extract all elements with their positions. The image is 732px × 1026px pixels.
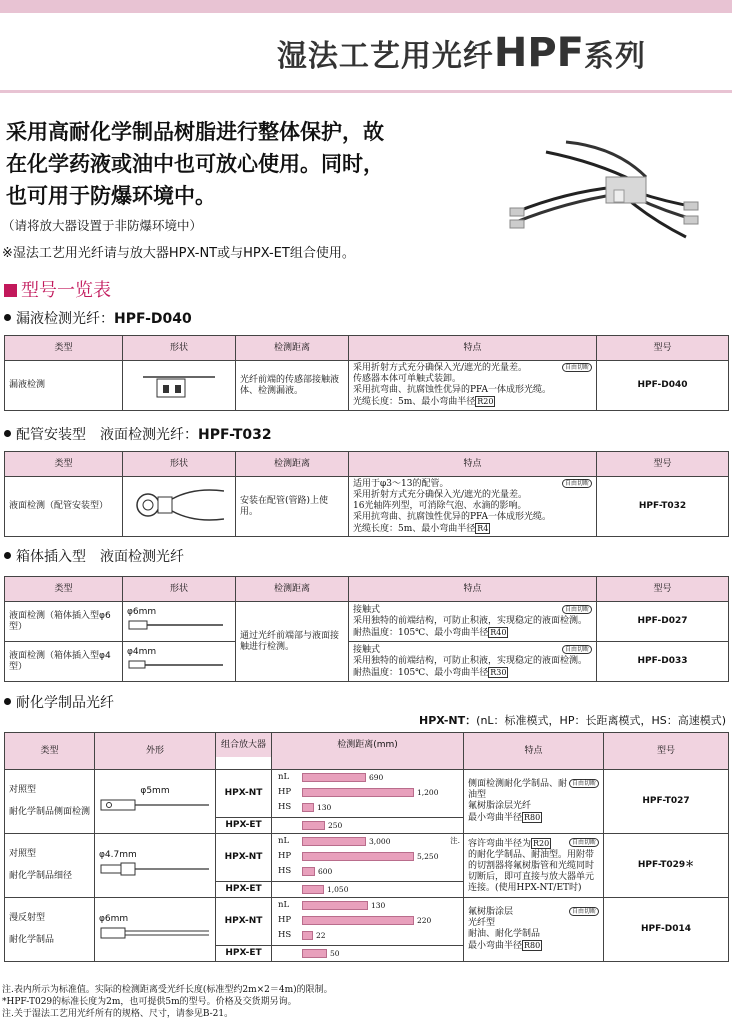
features-cell: 自由切断 接触式 采用独特的前端结构，可防止积液，实现稳定的液面检测。耐热温度：105℃、最小弯曲半径 R40 bbox=[349, 602, 597, 642]
shape-cell: φ6mm bbox=[95, 898, 216, 962]
distance-value-hs: 22 bbox=[316, 931, 326, 940]
type-cell: 对照型 耐化学制品细径 bbox=[5, 834, 95, 898]
distance-value-nl: 130 bbox=[371, 901, 386, 910]
mode-label-nl: nL bbox=[278, 900, 290, 910]
mode-label-hp: HP bbox=[278, 851, 292, 861]
product-photo bbox=[506, 132, 702, 248]
mode-label-hs: HS bbox=[278, 866, 292, 876]
features-cell: 自由切断 氟树脂涂层 光纤型 耐油、耐化学制品 最小弯曲半径 R80 bbox=[464, 898, 604, 962]
distance-value-hs: 600 bbox=[318, 867, 333, 876]
features-cell: 自由切断 容许弯曲半径为 R20 的耐化学制品、耐油型。用附带的切割器将氟树脂管和光缆同时切断后，即可直接与放大器单元连接。(使用HPX-NT/ET时) bbox=[464, 834, 604, 898]
amp-et: HPX-ET bbox=[216, 818, 272, 834]
distance-value-hp: 220 bbox=[417, 916, 432, 925]
distance-bar-hp bbox=[302, 788, 414, 797]
type-cell: 液面检测（配管安装型） bbox=[5, 477, 123, 537]
mode-label-hs: HS bbox=[278, 802, 292, 812]
model-cell: HPF-D027 bbox=[597, 602, 729, 642]
top-color-band bbox=[0, 0, 732, 13]
shape-cell: φ4mm bbox=[123, 642, 236, 682]
footnotes: 注.表内所示为标准值。实际的检测距离受光纤长度(标准型约2m×2＝4m)的限制。 *HPF-T029的标准长度为2m，也可提供5m的型号。价格及交货期另询。 注.关于湿法工艺用光纤所有的规格、尺寸，请参见B-21。 bbox=[2, 985, 333, 1019]
distance-bar-et bbox=[302, 821, 325, 830]
section-1-title: 漏液检测光纤：HPF-D040 bbox=[4, 308, 192, 328]
distance-bars bbox=[272, 770, 464, 818]
distance-bar-et bbox=[272, 946, 464, 962]
mode-label-hp: HP bbox=[278, 787, 292, 797]
section-2-title: 配管安装型 液面检测光纤：HPF-T032 bbox=[4, 424, 272, 444]
type-cell: 漫反射型 耐化学制品 bbox=[5, 898, 95, 962]
probe-shape-icon bbox=[127, 618, 223, 632]
section-heading: 型号一览表 bbox=[4, 276, 111, 302]
distance-value-nl: 690 bbox=[369, 773, 384, 782]
type-cell: 液面检测（箱体插入型φ6型） bbox=[5, 602, 123, 642]
table-tank-insert: 类型 形状 检测距离 特点 型号 液面检测（箱体插入型φ6型） φ6mm 通过光纤前端部与液面接触进行检测。 自由切断 接触式 采用独特的前端结构，可防止积液，实现稳定的液面检测。耐热温度：105℃、最小弯曲半径 R40 HPF-D027 液面检测（箱体插入型φ4型） φ4mm 自由切断 接触式 采用独特的前端结构，可防止积液，实现稳定的液面检测。耐热温度：105℃、最小弯曲半径 R30 HPF-D033 bbox=[4, 576, 729, 682]
model-cell: HPF-D014 bbox=[604, 898, 729, 962]
distance-bar-et bbox=[272, 818, 464, 834]
distance-bar-hp bbox=[302, 916, 414, 925]
table-pipe-mount: 类型 形状 检测距离 特点 型号 液面检测（配管安装型） 安装在配管(管路)上使用。 自由切断 适用于φ3～13的配管。 采用折射方式充分确保入光/遮光的光量差。 16光轴阵列型，可消除气泡、水滴的影响。 采用抗弯曲、抗腐蚀性优异的PFA一体成形光缆。 光缆长度：5m、最小弯曲半径 R4 HPF-T032 bbox=[4, 451, 729, 537]
intro-note-paren: （请将放大器设置于非防爆环境中） bbox=[2, 218, 203, 233]
distance-bars bbox=[272, 834, 464, 882]
distance-value-et: 50 bbox=[330, 949, 340, 958]
distance-note: 注. bbox=[450, 836, 460, 845]
fiber-shape-icon bbox=[99, 925, 209, 941]
intro-text: 采用高耐化学制品树脂进行整体保护，故 在化学药液或油中也可放心使用。同时， 也可用于防爆环境中。 bbox=[6, 119, 384, 208]
clamp-shape-icon bbox=[134, 483, 224, 527]
distance-value-et: 250 bbox=[328, 821, 343, 830]
distance-cell: 安装在配管(管路)上使用。 bbox=[236, 477, 349, 537]
page-title: 湿法工艺用光纤HPF系列 bbox=[276, 30, 646, 76]
probe-shape-icon bbox=[127, 658, 223, 672]
distance-value-hs: 130 bbox=[317, 803, 332, 812]
distance-bar-et bbox=[272, 882, 464, 898]
mode-label-hs: HS bbox=[278, 930, 292, 940]
amp-nt: HPX-NT bbox=[216, 770, 272, 818]
distance-value-hp: 1,200 bbox=[417, 788, 439, 797]
type-cell: 对照型 耐化学制品侧面检测 bbox=[5, 770, 95, 834]
distance-value-nl: 3,000 bbox=[369, 837, 391, 846]
distance-cell: 光纤前端的传感部接触液体、检测漏液。 bbox=[236, 361, 349, 411]
header-divider bbox=[0, 90, 732, 93]
section-3-title: 箱体插入型 液面检测光纤 bbox=[4, 546, 184, 566]
model-cell: HPF-T032 bbox=[597, 477, 729, 537]
features-cell: 自由切断 接触式 采用独特的前端结构，可防止积液，实现稳定的液面检测。耐热温度：105℃、最小弯曲半径 R30 bbox=[349, 642, 597, 682]
distance-bar-hs bbox=[302, 931, 313, 940]
shape-cell bbox=[123, 361, 236, 411]
fiber-shape-icon bbox=[99, 797, 209, 813]
distance-bar-nl bbox=[302, 837, 366, 846]
type-cell: 液面检测（箱体插入型φ4型） bbox=[5, 642, 123, 682]
model-cell: HPF-T029＊ bbox=[604, 834, 729, 898]
shape-cell: φ4.7mm bbox=[95, 834, 216, 898]
model-cell: HPF-D033 bbox=[597, 642, 729, 682]
model-cell: HPF-T027 bbox=[604, 770, 729, 834]
model-cell: HPF-D040 bbox=[597, 361, 729, 411]
features-cell: 自由切断 采用折射方式充分确保入光/遮光的光量差。 传感器本体可单触式装卸。 采用抗弯曲、抗腐蚀性优异的PFA一体成形光缆。 光缆长度：5m、最小弯曲半径 R20 bbox=[349, 361, 597, 411]
section-4-title: 耐化学制品光纤 bbox=[4, 692, 114, 712]
distance-bar-hs bbox=[302, 803, 314, 812]
mode-label-nl: nL bbox=[278, 836, 290, 846]
features-cell: 自由切断 侧面检测耐化学制品、耐油型 氟树脂涂层光纤 最小弯曲半径 R80 bbox=[464, 770, 604, 834]
distance-cell: 通过光纤前端部与液面接触进行检测。 bbox=[236, 602, 349, 682]
shape-cell: φ5mm bbox=[95, 770, 216, 834]
distance-bar-et bbox=[302, 885, 324, 894]
features-cell: 自由切断 适用于φ3～13的配管。 采用折射方式充分确保入光/遮光的光量差。 16光轴阵列型，可消除气泡、水滴的影响。 采用抗弯曲、抗腐蚀性优异的PFA一体成形光缆。 光缆长度：5m、最小弯曲半径 R4 bbox=[349, 477, 597, 537]
distance-bar-et bbox=[302, 949, 327, 958]
amp-nt: HPX-NT bbox=[216, 834, 272, 882]
mode-label-hp: HP bbox=[278, 915, 292, 925]
amp-et: HPX-ET bbox=[216, 946, 272, 962]
distance-value-hp: 5,250 bbox=[417, 852, 439, 861]
distance-bar-nl bbox=[302, 901, 368, 910]
shape-cell bbox=[123, 477, 236, 537]
mode-legend: HPX-NT：(nL：标准模式，HP：长距离模式，HS：高速模式) bbox=[419, 714, 726, 727]
amp-nt: HPX-NT bbox=[216, 898, 272, 946]
mode-label-nl: nL bbox=[278, 772, 290, 782]
table-chemical-resistant: 类型 外形 组合放大器 检测距离(mm) 特点 型号 对照型 耐化学制品侧面检测 φ5mm HPX-NT nL 690 HP 1,200 HS 130 自由切断 侧面检测耐化学制品、耐油型 氟树脂涂层光纤 最小弯曲半径 R80 HPF-T027 HPX-ET 250 对照型 耐化学制品细径 φ4.7mm HPX-NT nL 3,000 HP 5,250 HS 600 注. 自由切断 容许弯曲半径为 R20 的耐化学制品、耐油型。用附带的切割器将氟树脂管和光缆同时切断后，即可直接与放大器单元连接。(使用HPX-NT/ET时) HPF-T029＊ HPX-ET 1,050 漫反射型 耐化学制品 φ6mm HPX-NT nL 130 HP 220 HS 22 自由切断 氟树脂涂层 光纤型 耐油、耐化学制品 最小弯曲半径 R80 HPF-D014 HPX-ET 50 bbox=[4, 732, 729, 962]
distance-bar-nl bbox=[302, 773, 366, 782]
amp-et: HPX-ET bbox=[216, 882, 272, 898]
distance-bars bbox=[272, 898, 464, 946]
distance-value-et: 1,050 bbox=[327, 885, 349, 894]
table-leak-detection: 类型 形状 检测距离 特点 型号 漏液检测 光纤前端的传感部接触液体、检测漏液。 自由切断 采用折射方式充分确保入光/遮光的光量差。 传感器本体可单触式装卸。 采用抗弯曲、抗腐蚀性优异的PFA一体成形光缆。 光缆长度：5m、最小弯曲半径 R20 HPF-D040 bbox=[4, 335, 729, 411]
shape-cell: φ6mm bbox=[123, 602, 236, 642]
fiber-shape-icon bbox=[99, 861, 209, 877]
distance-bar-hp bbox=[302, 852, 414, 861]
type-cell: 漏液检测 bbox=[5, 361, 123, 411]
intro-note-combo: ※湿法工艺用光纤请与放大器HPX-NT或与HPX-ET组合使用。 bbox=[2, 246, 355, 261]
sensor-shape-icon bbox=[143, 367, 215, 401]
distance-bar-hs bbox=[302, 867, 315, 876]
